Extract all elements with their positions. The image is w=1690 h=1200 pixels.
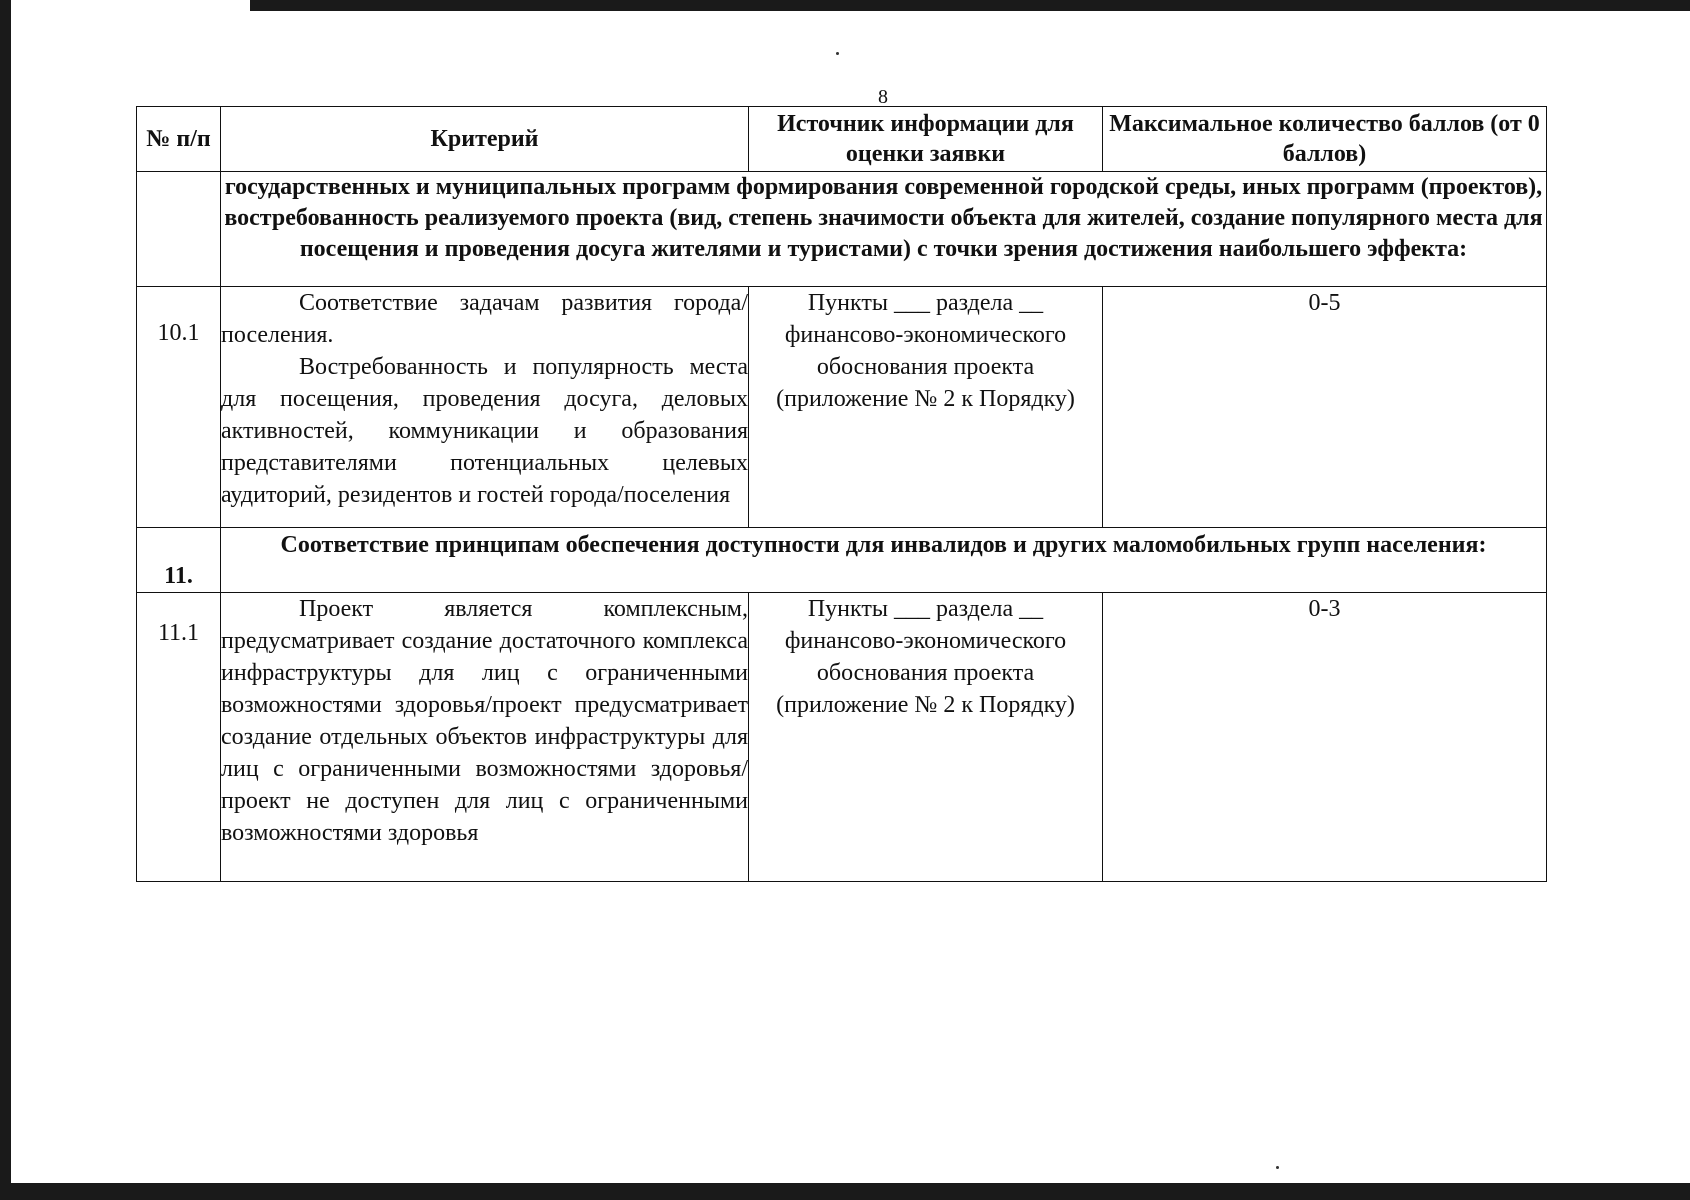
header-source: Источник информации для оценки заявки [749, 107, 1103, 172]
table-row-10-1 [137, 287, 1547, 528]
section-11-num: 11. [137, 528, 221, 593]
section-11-row [137, 528, 1547, 593]
scan-speck [1276, 1166, 1279, 1169]
header-max-points: Максимальное количество баллов (от 0 баллов) [1103, 107, 1547, 172]
scan-speck [836, 52, 839, 55]
header-num: № п/п [137, 107, 221, 172]
table-row-11-1 [137, 593, 1547, 882]
row-num: 10.1 [137, 287, 221, 528]
page-number: 8 [878, 86, 888, 108]
row-max-points: 0-3 [1103, 593, 1547, 882]
row-criterion: Проект является комплексным, предусматривает создание достаточного комплекса инфраструктуры для лиц с ограниченными возможностями здоровья/проект предусматривает создание отдельных объектов инфраструктуры для лиц с ограниченными возможностями здоровья/проект не доступен для лиц с ограниченными возможностями здоровья [221, 593, 749, 882]
row-source: Пункты ___ раздела __ финансово-экономического обоснования проекта (приложение № 2 к Порядку) [749, 287, 1103, 528]
row-source: Пункты ___ раздела __ финансово-экономического обоснования проекта (приложение № 2 к Порядку) [749, 593, 1103, 882]
header-row [137, 107, 1547, 172]
section-10-num-cell [137, 172, 221, 287]
scan-edge-top [250, 0, 1690, 11]
scan-edge-bottom [0, 1183, 1690, 1200]
section-10-title: государственных и муниципальных программ формирования современной городской среды, иных программ (проектов), востребованность реализуемого проекта (вид, степень значимости объекта для жителей, создание популярного места для посещения и проведения досуга жителями и туристами) с точки зрения достижения наибольшего эффекта: [221, 172, 1547, 287]
header-criterion: Критерий [221, 107, 749, 172]
row-criterion [221, 287, 749, 528]
criterion-paragraph: Востребованность и популярность места для посещения, проведения досуга, деловых активностей, коммуникации и образования представителями потенциальных целевых аудиторий, резидентов и гостей города/поселения [221, 354, 748, 508]
section-11-title: Соответствие принципам обеспечения доступности для инвалидов и других маломобильных групп населения: [221, 528, 1547, 593]
criterion-paragraph: Соответствие задачам развития города/поселения. [221, 290, 748, 348]
row-max-points: 0-5 [1103, 287, 1547, 528]
scan-edge-left [0, 0, 11, 1200]
section-10-row [137, 172, 1547, 287]
row-num: 11.1 [137, 593, 221, 882]
criteria-table [136, 106, 1547, 882]
